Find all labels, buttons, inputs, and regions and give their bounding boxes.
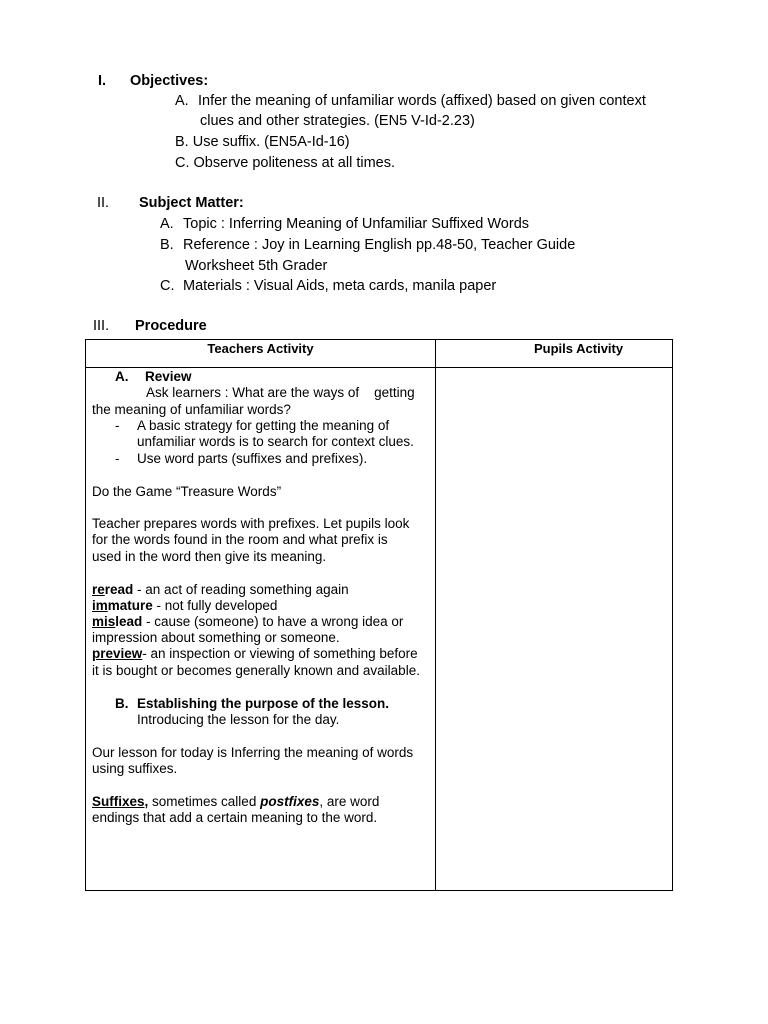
bullet-dash: - <box>115 451 120 466</box>
objectives-numeral: I. <box>98 73 107 89</box>
procedure-numeral: III. <box>93 318 110 334</box>
prep-text: Teacher prepares words with prefixes. Let pupils look <box>92 516 410 531</box>
word-preview <box>92 646 418 662</box>
objective-a-text: Infer the meaning of unfamiliar words (affixed) based on given context <box>198 93 646 109</box>
suffix-definition <box>92 794 379 810</box>
pupils-activity-cell <box>436 368 673 891</box>
word-prefix: mis <box>92 614 116 629</box>
game-line: Do the Game “Treasure Words” <box>92 484 282 499</box>
review-ask-cont: the meaning of unfamiliar words? <box>92 402 291 417</box>
lesson-text-cont: using suffixes. <box>92 761 178 776</box>
objective-a-text-cont: clues and other strategies. (EN5 V-Id-2.23) <box>200 113 475 129</box>
bullet-dash: - <box>115 418 120 433</box>
pupils-activity-header: Pupils Activity <box>436 340 673 368</box>
purpose-title: Establishing the purpose of the lesson. <box>137 696 390 711</box>
word-prefix: preview <box>92 646 143 661</box>
objective-a-letter: A. <box>175 93 189 109</box>
review-bullet-1: A basic strategy for getting the meaning of <box>137 418 390 433</box>
subject-matter-numeral: II. <box>97 195 110 211</box>
suffix-end: , are word <box>319 794 380 809</box>
purpose-intro: Introducing the lesson for the day. <box>137 712 340 727</box>
review-bullet-2: Use word parts (suffixes and prefixes). <box>137 451 368 466</box>
prep-text-cont: used in the word then give its meaning. <box>92 549 327 564</box>
review-title: Review <box>145 369 192 384</box>
word-definition: - an act of reading something again <box>133 582 349 597</box>
subject-materials: Materials : Visual Aids, meta cards, manila paper <box>183 278 497 294</box>
subject-matter-heading: Subject Matter: <box>139 195 244 211</box>
lesson-text: Our lesson for today is Inferring the meaning of words <box>92 745 414 760</box>
word-immature <box>92 598 277 614</box>
objective-b: B. Use suffix. (EN5A-Id-16) <box>175 134 350 150</box>
procedure-heading: Procedure <box>135 318 207 334</box>
review-letter: A. <box>115 369 129 384</box>
word-definition: - not fully developed <box>152 598 278 613</box>
word-mislead-def-cont: impression about something or someone. <box>92 630 340 645</box>
word-root: read <box>104 582 134 597</box>
subject-a-letter: A. <box>160 216 174 232</box>
word-preview-def-cont: it is bought or becomes generally known and available. <box>92 663 420 678</box>
review-ask: Ask learners : What are the ways of getting <box>146 385 415 400</box>
word-prefix: im <box>92 598 108 613</box>
subject-topic: Topic : Inferring Meaning of Unfamiliar Suffixed Words <box>183 216 530 232</box>
teachers-activity-cell <box>86 368 436 891</box>
word-reread <box>92 582 349 598</box>
suffix-mid: sometimes called <box>148 794 261 809</box>
teachers-activity-header: Teachers Activity <box>86 340 436 368</box>
word-mislead <box>92 614 403 630</box>
subject-reference-cont: Worksheet 5th Grader <box>185 258 328 274</box>
subject-c-letter: C. <box>160 278 175 294</box>
objective-c: C. Observe politeness at all times. <box>175 155 396 171</box>
postfix-term: postfixes <box>260 794 320 809</box>
word-definition: - cause (someone) to have a wrong idea or <box>142 614 404 629</box>
purpose-letter: B. <box>115 696 129 711</box>
word-definition: - an inspection or viewing of something before <box>142 646 418 661</box>
suffix-definition-cont: endings that add a certain meaning to the word. <box>92 810 378 825</box>
word-root: mature <box>107 598 153 613</box>
review-bullet-1-cont: unfamiliar words is to search for context clues. <box>137 434 414 449</box>
prep-text-cont: for the words found in the room and what prefix is <box>92 532 388 547</box>
procedure-table <box>85 339 673 891</box>
subject-reference: Reference : Joy in Learning English pp.48-50, Teacher Guide <box>183 237 576 253</box>
suffix-term: Suffixes, <box>92 794 149 809</box>
subject-b-letter: B. <box>160 237 174 253</box>
word-prefix: re <box>92 582 105 597</box>
objectives-heading: Objectives: <box>130 73 209 89</box>
word-root: lead <box>115 614 143 629</box>
